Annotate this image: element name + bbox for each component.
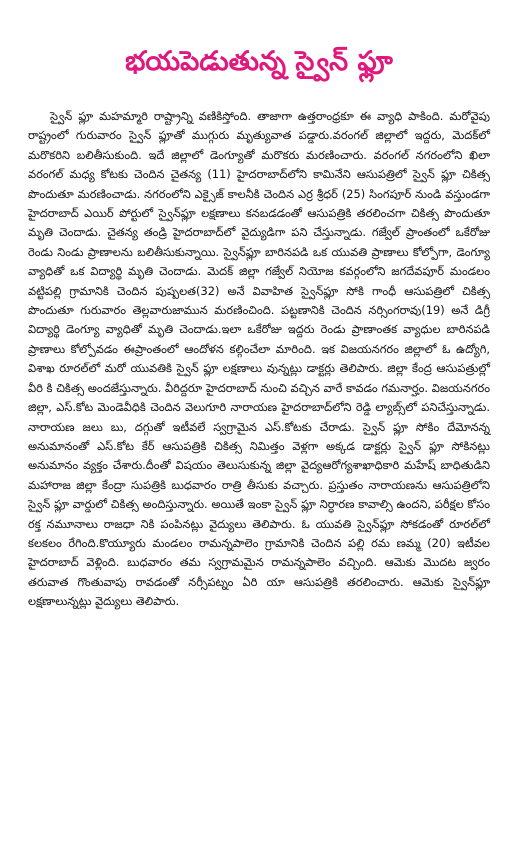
article-body [28,107,490,612]
article-headline: భయపెడుతున్న స్వైన్ ఫ్లూ [125,46,393,77]
article-paragraph: స్వైన్ ఫ్లూ మహమ్మారి రాష్ట్రాన్ని వణికిస్తోంది. తాజాగా ఉత్తరాంధ్రకూ ఈ వ్యాధి పాకింది. మరోవైపు రాష్ట్రంలో గురువారం స్వైన్ ఫ్లూతో ముగ్గురు మృత్యువాత పడ్డారు.వరంగల్ జిల్లాలో ఇద్దరు, మెదక్‌లో మరొకరిని బలితీసుకుంది. ఇదే జిల్లాలో డెంగ్యూతో మరొకరు మరణించారు. వరంగల్ నగరంలోని ఖిలా వరంగల్ మధ్య కోటకు చెందిన చైతన్య (11) హైదరాబాద్‌లోని కామినేని ఆసుపత్రిలో స్వైన్ ఫ్లూ చికిత్స పొందుతూ మరణించాడు. నగరంలోని ఎక్సైజ్ కాలనీకి చెందిన ఎర్ర శ్రీధర్ (25) సింగపూర్ నుండి వస్తుండగా హైదరాబాద్ ఎయిర్ పోర్టులో స్వైన్‌ఫ్లూ లక్షణాలు కనబడడంతో ఆసుపత్రికి తరలించగా చికిత్స పొందుతూ మృతి చెందాడు. చైతన్య తండ్రి హైదరాబాద్‌లో వైద్యుడిగా పని చేస్తున్నాడు. గజ్వేల్ ప్రాంతంలో ఒకేరోజు రెండు నిండు ప్రాణాలను బలితీసుకున్నాయి. స్వైన్‌ఫ్లూ బారినపడి ఒక యువతి ప్రాణాలు కోల్పోగా, డెంగ్యూ వ్యాధితో ఒక విద్యార్థి మృతి చెందాడు. మెదక్ జిల్లా గజ్వేల్ నియోజ కవర్గంలోని జగదేవపూర్ మండలం వట్టిపల్లి గ్రామానికి చెందిన పుష్పలత(32) అనే వివాహిత స్వైన్‌ఫ్లూ సోకి గాంధీ ఆసుపత్రిలో చికిత్స పొందుతూ గురువారం తెల్లవారుజామున మరణించింది. పట్టణానికి చెందిన నర్సింగరావు(19) అనే డిగ్రీ విద్యార్థి డెంగ్యూ వ్యాధితో మృతి చెందాడు.ఇలా ఒకేరోజు ఇద్దరు రెండు ప్రాణాంతక వ్యాధుల బారినపడి ప్రాణాలు కోల్పోవడం ఈప్రాంతంలో ఆందోళన కల్గించేలా మారింది. ఇక విజయనగరం జిల్లాలో ఓ ఉద్యోగి, విశాఖ రూరల్‌లో మరో యువతికి స్వైన్ ఫ్లూ లక్షణాలు వున్నట్లు డాక్టర్లు తెలిపారు. జిల్లా కేంద్ర ఆసుపత్రుల్లో వీరి కి చికిత్స అందజేస్తున్నారు. వీరిద్దరూ హైదరాబాద్ నుంచి వచ్చిన వారే కావడం గమనార్హం. విజయనగరం జిల్లా, ఎస్.కోట మెండెవీధికి చెందిన వెలుగూరి నారాయణ హైదరాబాద్‌లోని రెడ్డి ల్యాబ్స్‌లో పనిచేస్తున్నాడు. నారాయణ జలు బు, దగ్గుతో ఇటీవలే స్వగ్రామైన ఎస్.కోటకు చేరాడు. స్వైన్ ఫ్లూ సోకిం దేమోనన్న అనుమానంతో ఎస్.కోట కేర్ ఆసుపత్రికి చికిత్స నిమిత్తం వెళ్లగా అక్కడ డాక్టర్లు స్వైన్ ఫ్లూ సోకినట్లు అనుమానం వ్యక్తం చేశారు.దీంతో విషయం తెలుసుకున్న జిల్లా వైద్యఆరోగ్యశాఖాధికారి మహేష్ బాధితుడిని మహారాజ జిల్లా కేంద్రా సుపత్రికి బుధవారం రాత్రి తీసుకు వచ్చారు. ప్రస్తుతం నారాయణను ఆసుపత్రిలోని స్వైన్ ఫ్లూ వార్డులో చికిత్స అందిస్తున్నారు. అయితే ఇంకా స్వైన్ ఫ్లూ నిర్ధారణ కావాల్సి ఉందని, పరీక్షల కోసం రక్త నమూనాలు రాజధా నికి పంపినట్లు వైద్యులు తెలిపారు. ఓ యువతి స్వైన్‌ఫ్లూ సోకడంతో రూరల్‌లో కలకలం రేగింది.కొయ్యూరు మండలం రామన్నపాలెం గ్రామానికి చెందిన పల్లి రమ ణమ్మ (20) ఇటీవల హైదరాబాద్ వెళ్లింది. బుధవారం తమ స్వగ్రామమైన రామన్నపాలెం వచ్చింది. ఆమెకు మొదట జ్వరం తరువాత గొంతువాపు రావడంతో నర్సీపట్నం ఏరి యా ఆసుపత్రికి తరలించారు. ఆమెకు స్వైన్‌ఫ్లూ లక్షణాలున్నట్లు వైద్యులు తెలిపారు. [28,109,490,609]
